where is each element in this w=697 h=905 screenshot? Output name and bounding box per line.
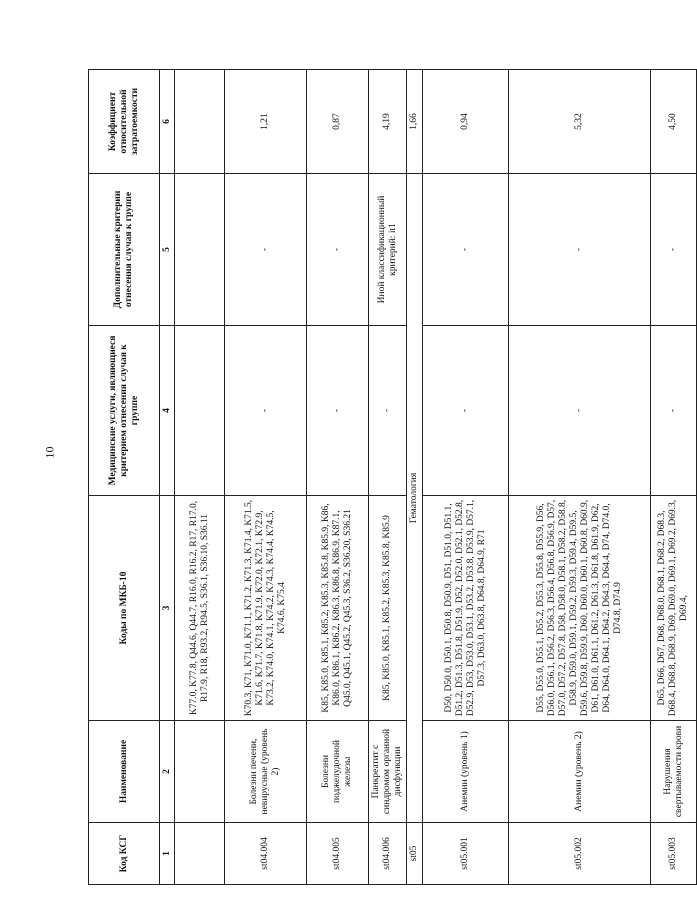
row-code: st04.004 xyxy=(225,823,307,885)
row-criteria: Иной классификационный критерий: it1 xyxy=(369,174,407,326)
row-services: - xyxy=(651,326,697,496)
row-services: - xyxy=(423,326,509,496)
column-number: 4 xyxy=(160,326,175,496)
row-code: st05.001 xyxy=(423,823,509,885)
row-coef: 0,87 xyxy=(307,70,369,174)
header-coef: Коэффициент относительной затратоемкости xyxy=(89,70,160,174)
table-row xyxy=(369,70,407,885)
row-name: Анемии (уровень 2) xyxy=(509,721,651,823)
table-row xyxy=(175,70,225,885)
row-name: Болезни поджелудочной железы xyxy=(307,721,369,823)
row-name: Болезни печени, невирусные (уровень 2) xyxy=(225,721,307,823)
row-mkb: K85, K85.0, K85.1, K85.2, K85.3, K85.8, K85.9, K86, K86.0, K86.1, K86.2, K86.3, K86.8, K86.9, K87.1, Q45.0, Q45.1, Q45.2, Q45.3, S36.2, S36.20, S36.21 xyxy=(307,496,369,721)
table-row xyxy=(509,70,651,885)
row-services: - xyxy=(369,326,407,496)
row-mkb: K85, K85.0, K85.1, K85.2, K85.3, K85.8, K85.9 xyxy=(369,496,407,721)
row-mkb: D55, D55.0, D55.1, D55.2, D55.3, D55.8, D55.9, D56, D56.0, D56.1, D56.2, D56.3, D56.4, D56.8, D56.9, D57, D57.0, D57.2, D57.8, D58, D58.0, D58.1, D58.2, D58.8, D58.9, D59.0, D59.1, D59.2, D59.3, D59.4, D59.5, D59.6, D59.8, D59.9, D60, D60.0, D60.1, D60.8, D60.9, D61, D61.0, D61.1, D61.2, D61.3, D61.8, D61.9, D62, D64, D64.0, D64.1, D64.2, D64.3, D64.4, D74, D74.0, D74.8, D74.9 xyxy=(509,496,651,721)
row-services xyxy=(175,326,225,496)
row-name: Панкреатит с синдромом органной дисфункции xyxy=(369,721,407,823)
section-title: Гематология xyxy=(407,174,423,823)
column-number: 2 xyxy=(160,721,175,823)
page-number: 10 xyxy=(42,446,57,459)
row-code: st05.003 xyxy=(651,823,697,885)
row-services: - xyxy=(225,326,307,496)
row-coef xyxy=(175,70,225,174)
row-mkb: D65, D66, D67, D68, D68.0, D68.1, D68.2, D68.3, D68.4, D68.8, D68.9, D69, D69.0, D69.1, D69.2, D69.3, D69.4, xyxy=(651,496,697,721)
row-code: st05.002 xyxy=(509,823,651,885)
rotated-table-container xyxy=(88,70,689,885)
row-criteria: - xyxy=(651,174,697,326)
header-code: Код КСГ xyxy=(89,823,160,885)
header-services: Медицинские услуги, являющиеся критерием отнесения случая к группе xyxy=(89,326,160,496)
row-coef: 0,94 xyxy=(423,70,509,174)
header-criteria: Дополнительные критерии отнесения случая к группе xyxy=(89,174,160,326)
row-mkb: K70.3, K71, K71.0, K71.1, K71.2, K71.3, K71.4, K71.5, K71.6, K71.7, K71.8, K71.9, K72.0, K72.1, K72.9, K73.2, K74.0, K74.1, K74.2, K74.3, K74.4, K74.5, K74.6, K75.4 xyxy=(225,496,307,721)
header-row xyxy=(89,70,160,885)
column-number: 3 xyxy=(160,496,175,721)
row-services: - xyxy=(509,326,651,496)
row-mkb: D50, D50.0, D50.1, D50.8, D50.9, D51, D51.0, D51.1, D51.2, D51.3, D51.8, D51.9, D52, D52.0, D52.1, D52.8, D52.9, D53, D53.0, D53.1, D53.2, D53.8, D53.9, D57.1, D57.3, D63.0, D63.8, D64.8, D64.9, R71 xyxy=(423,496,509,721)
row-coef: 4,19 xyxy=(369,70,407,174)
header-name: Наименование xyxy=(89,721,160,823)
section-coef: 1,66 xyxy=(407,70,423,174)
row-coef: 4,50 xyxy=(651,70,697,174)
column-number: 5 xyxy=(160,174,175,326)
column-number: 6 xyxy=(160,70,175,174)
ksg-table xyxy=(88,69,697,885)
table-row xyxy=(225,70,307,885)
table-row xyxy=(423,70,509,885)
table-row xyxy=(651,70,697,885)
column-number-row xyxy=(160,70,175,885)
row-coef: 1,21 xyxy=(225,70,307,174)
column-number: 1 xyxy=(160,823,175,885)
row-name xyxy=(175,721,225,823)
row-criteria: - xyxy=(307,174,369,326)
row-services: - xyxy=(307,326,369,496)
row-name: Нарушения свертываемости крови xyxy=(651,721,697,823)
row-criteria: - xyxy=(423,174,509,326)
section-row xyxy=(407,70,423,885)
row-code: st04.005 xyxy=(307,823,369,885)
row-criteria: - xyxy=(509,174,651,326)
row-coef: 5,32 xyxy=(509,70,651,174)
row-criteria xyxy=(175,174,225,326)
row-criteria: - xyxy=(225,174,307,326)
row-name: Анемии (уровень 1) xyxy=(423,721,509,823)
row-code xyxy=(175,823,225,885)
table-row xyxy=(307,70,369,885)
section-code: st05 xyxy=(407,823,423,885)
row-mkb: K77.0, K77.8, Q44.6, Q44.7, R16.0, R16.2, R17, R17.0, R17.9, R18, R93.2, R94.5, S36.1, S36.10, S36.11 xyxy=(175,496,225,721)
row-code: st04.006 xyxy=(369,823,407,885)
header-mkb: Коды по МКБ-10 xyxy=(89,496,160,721)
